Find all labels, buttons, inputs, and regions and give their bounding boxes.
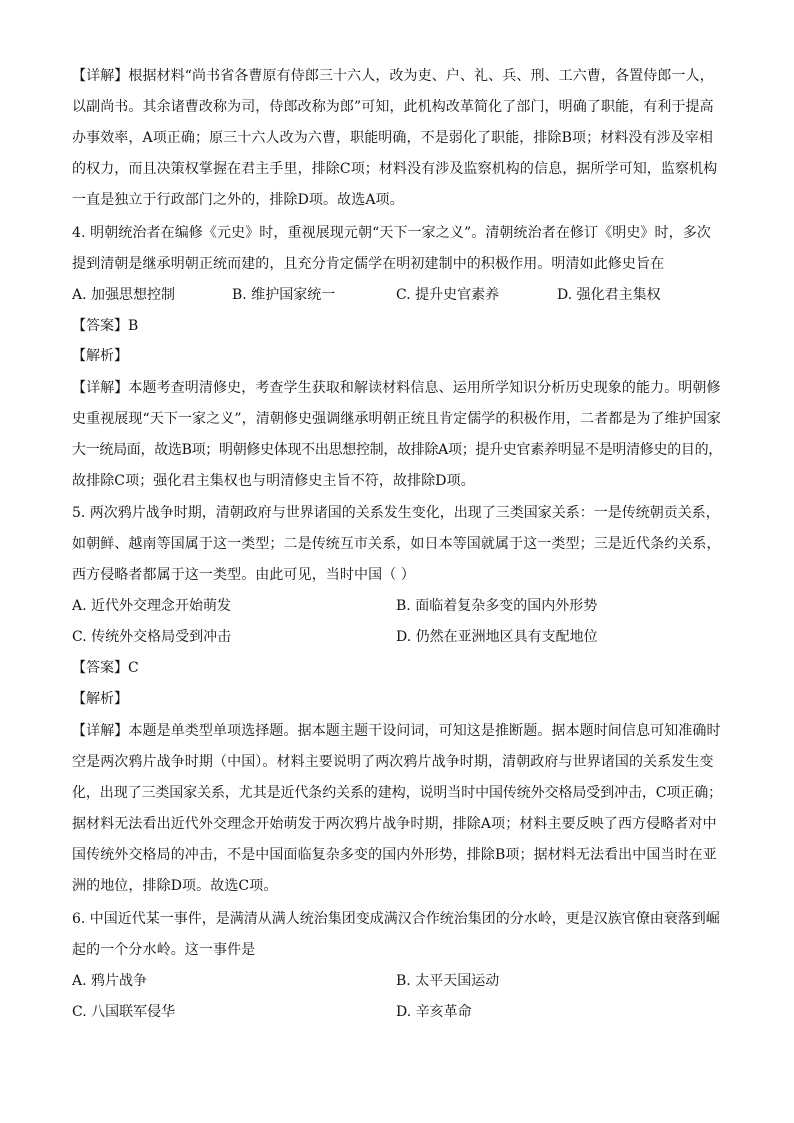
q5-option-b: B. 面临着复杂多变的国内外形势: [396, 598, 598, 614]
q5-stem-line-2: 如朝鲜、越南等国属于这一类型；二是传统互市关系，如日本等国就属于这一类型；三是近代条约关系，: [72, 536, 721, 552]
q4-analysis-line-4: 故排除C项；强化君主集权也与明清修史主旨不符，故排除D项。: [72, 473, 475, 489]
q4-option-d: D. 强化君主集权: [557, 287, 661, 303]
q5-analysis-line-2: 空是两次鸦片战争时期（中国）。材料主要说明了两次鸦片战争时期，清朝政府与世界诸国的关系发生变: [72, 754, 714, 770]
q3-analysis-line-3: 办事效率，A项正确；原三十六人改为六曹，职能明确，不是弱化了职能，排除B项；材料没有涉及宰相: [72, 130, 713, 146]
q4-analysis-line-2: 史重视展现“天下一家之义”，清朝修史强调继承明朝正统且肯定儒学的积极作用，二者都是为了维护国家: [72, 411, 722, 427]
q5-stem-line-3: 西方侵略者都属于这一类型。由此可见，当时中国（ ）: [72, 567, 415, 583]
q3-analysis-line-5: 一直是独立于行政部门之外的，排除D项。故选A项。: [72, 192, 404, 208]
q4-analysis-line-3: 大一统局面，故选B项；明朝修史体现不出思想控制，故排除A项；提升史官素养明显不是明清修史的目的，: [72, 442, 722, 458]
q6-stem-line-1: 6. 中国近代某一事件，是满清从满人统治集团变成满汉合作统治集团的分水岭，更是汉族官僚由衰落到崛: [72, 911, 720, 927]
q5-option-d: D. 仍然在亚洲地区具有支配地位: [396, 629, 598, 645]
q5-analysis-line-4: 据材料无法看出近代外交理念开始萌发于两次鸦片战争时期，排除A项；材料主要反映了西方侵略者对中: [72, 816, 717, 832]
q5-analysis-line-3: 化，出现了三类国家关系，尤其是近代条约关系的建构，说明当时中国传统外交格局受到冲击，C项正确；: [72, 785, 723, 801]
q5-option-a: A. 近代外交理念开始萌发: [72, 598, 232, 614]
q6-option-a: A. 鸦片战争: [72, 973, 148, 989]
q3-analysis-line-2: 以副尚书。其余诸曹改称为司，侍郎改称为郎”可知，此机构改革简化了部门，明确了职能，有利于提高: [72, 99, 714, 115]
q4-answer: 【答案】B: [72, 318, 139, 334]
q4-option-b: B. 维护国家统一: [232, 287, 336, 303]
q6-option-d: D. 辛亥革命: [396, 1004, 472, 1020]
q4-analysis-line-1: 【详解】本题考查明清修史，考查学生获取和解读材料信息、运用所学知识分析历史现象的能力。明朝修: [72, 380, 721, 396]
q3-analysis-line-1: 【详解】根据材料“尚书省各曹原有侍郎三十六人，改为吏、户、礼、兵、刑、工六曹，各置侍郎一人，: [72, 68, 714, 84]
q6-option-c: C. 八国联军侵华: [72, 1004, 176, 1020]
q4-analysis-label: 【解析】: [72, 348, 128, 364]
q4-stem-line-1: 4. 明朝统治者在编修《元史》时，重视展现元朝“天下一家之义”。清朝统治者在修订《明史》时，多次: [72, 225, 711, 241]
q5-option-c: C. 传统外交格局受到冲击: [72, 629, 232, 645]
q6-option-b: B. 太平天国运动: [396, 973, 500, 989]
q4-stem-line-2: 提到清朝是继承明朝正统而建的，且充分肯定儒学在明初建制中的积极作用。明清如此修史旨在: [72, 256, 665, 272]
q3-analysis-line-4: 的权力，而且决策权掌握在君主手里，排除C项；材料没有涉及监察机构的信息，据所学可知，监察机构: [72, 161, 718, 177]
q5-analysis-line-1: 【详解】本题是单类型单项选择题。据本题主题干设问词，可知这是推断题。据本题时间信息可知准确时: [72, 723, 721, 739]
q5-stem-line-1: 5. 两次鸦片战争时期，清朝政府与世界诸国的关系发生变化，出现了三类国家关系：一是传统朝贡关系，: [72, 505, 720, 521]
q4-option-a: A. 加强思想控制: [72, 287, 176, 303]
q5-analysis-label: 【解析】: [72, 691, 128, 707]
q5-answer: 【答案】C: [72, 660, 139, 676]
q5-analysis-line-5: 国传统外交格局的冲击，不是中国面临复杂多变的国内外形势，排除B项；据材料无法看出中国当时在亚: [72, 847, 717, 863]
q6-stem-line-2: 起的一个分水岭。这一事件是: [72, 942, 256, 958]
q4-option-c: C. 提升史官素养: [396, 287, 500, 303]
q5-analysis-line-6: 洲的地位，排除D项。故选C项。: [72, 878, 278, 894]
